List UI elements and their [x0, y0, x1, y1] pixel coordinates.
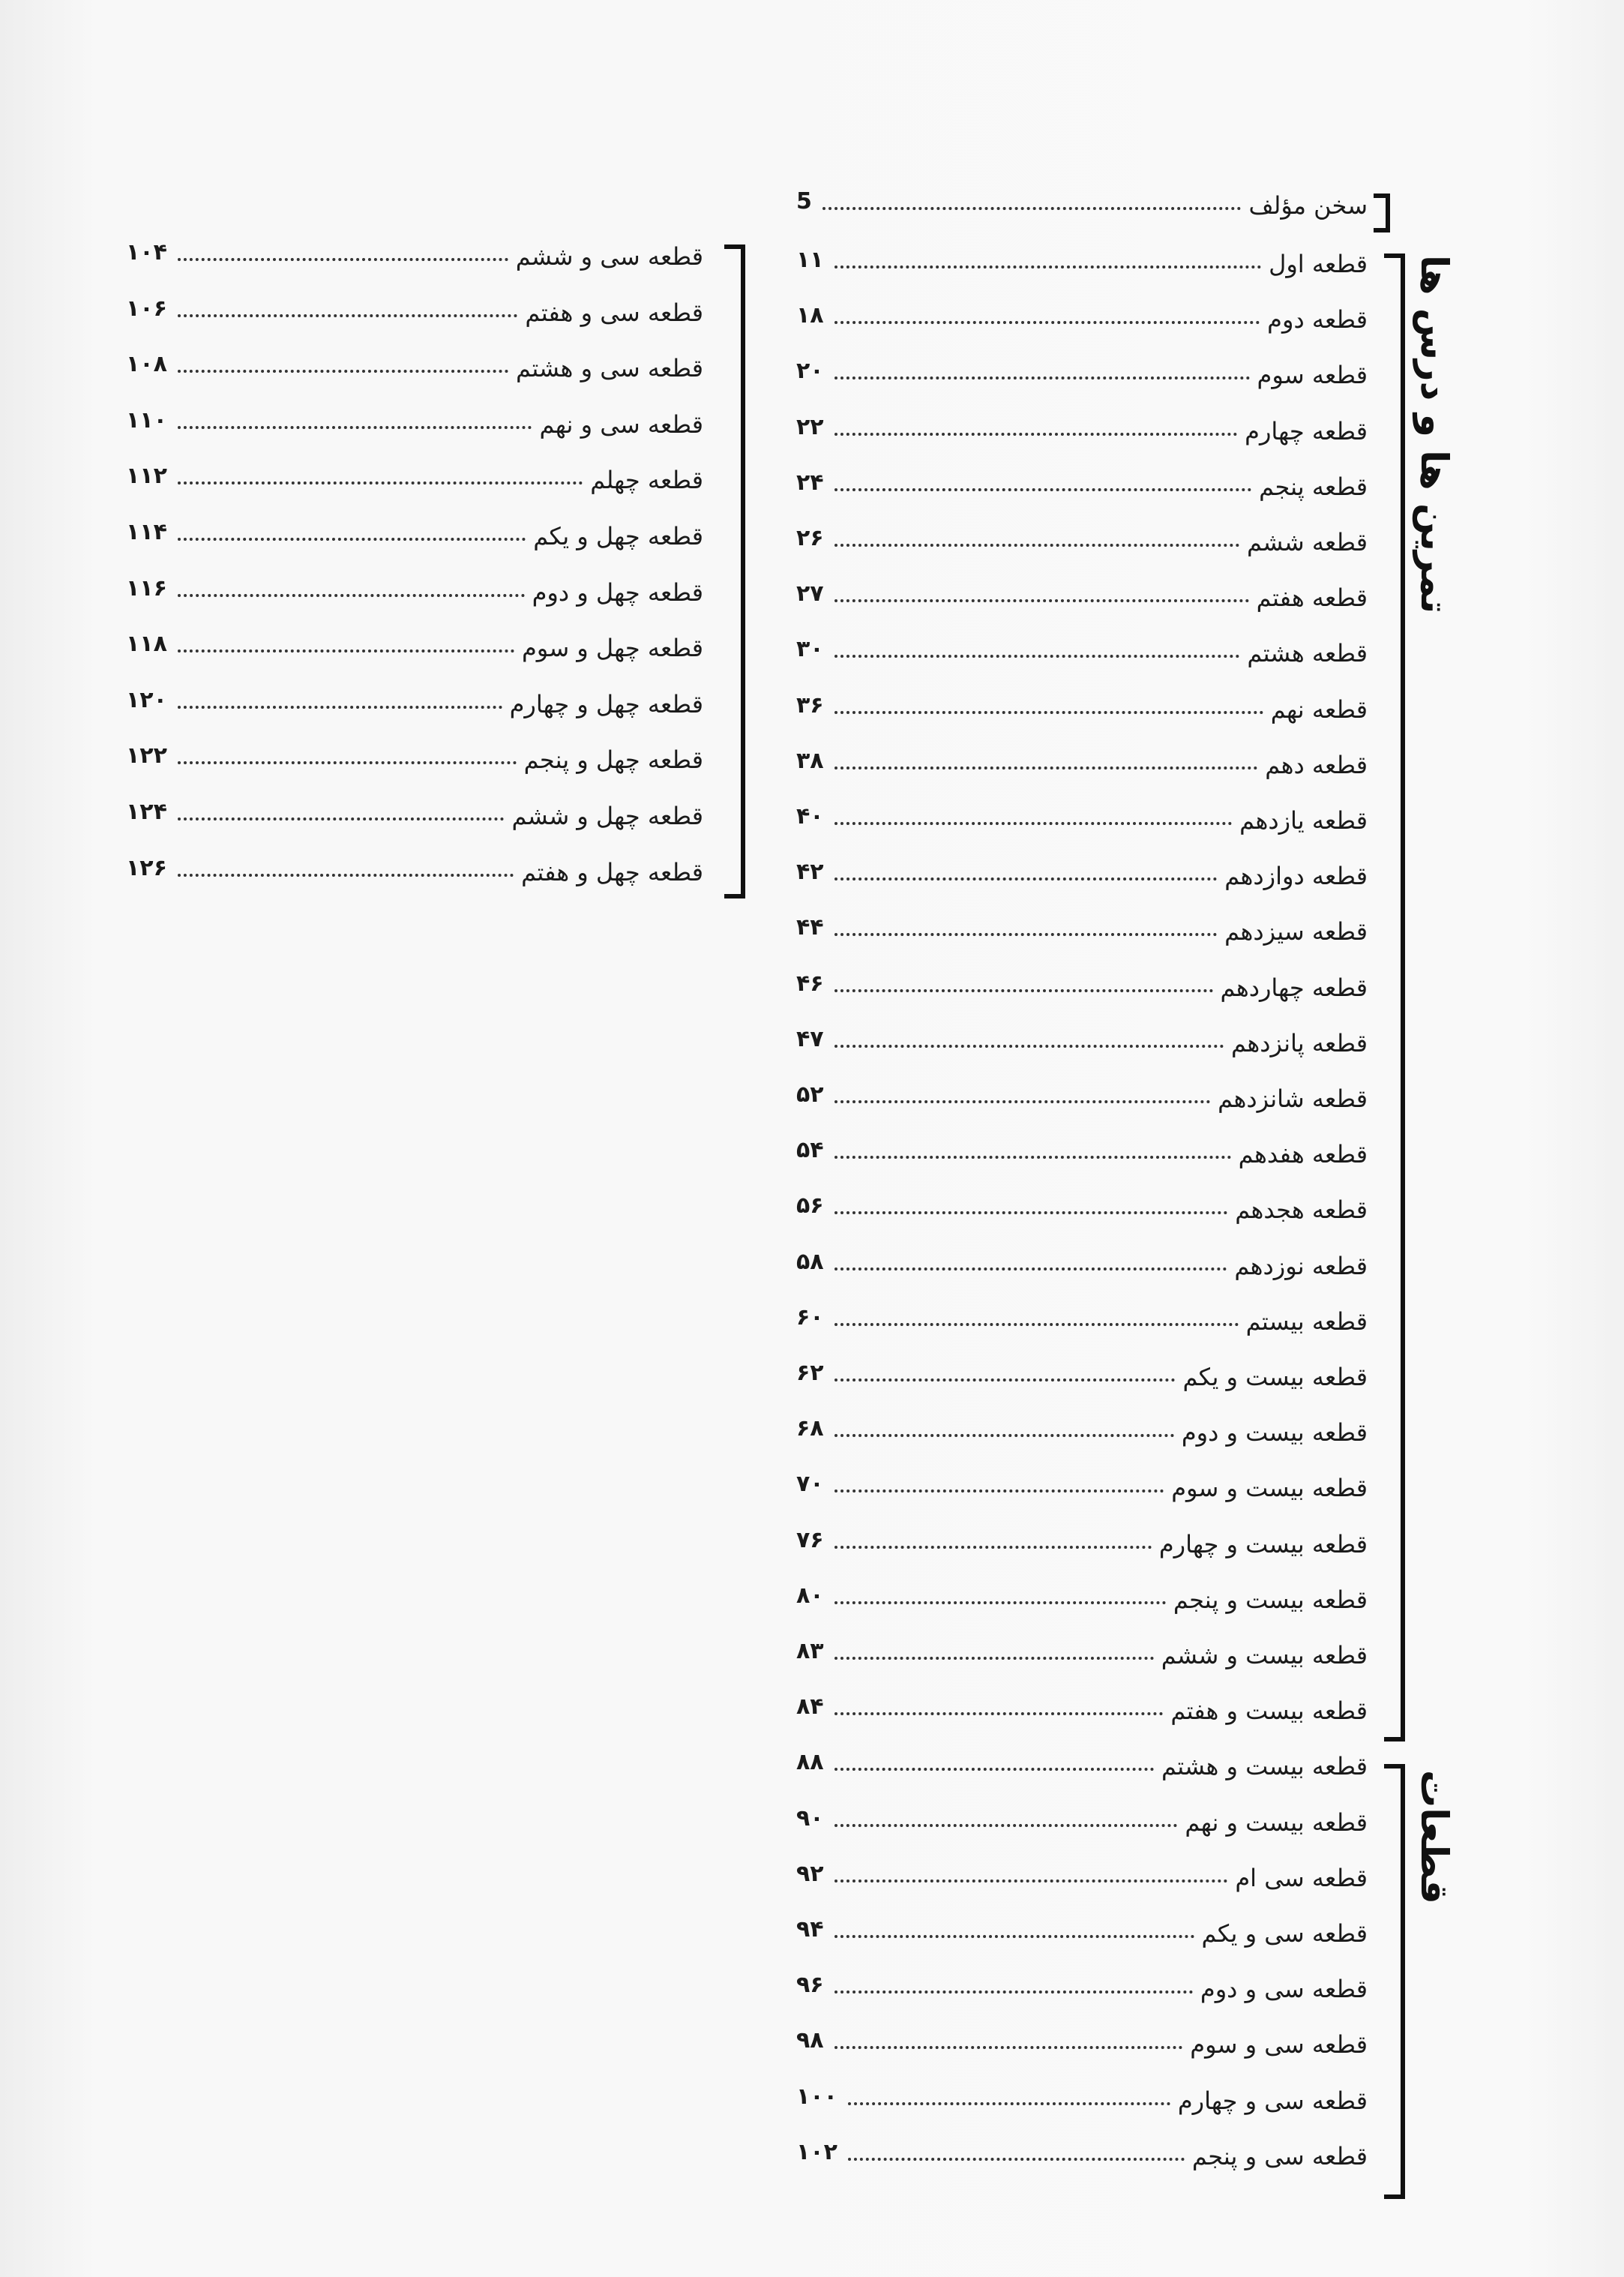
page-number: ۱۱۴ — [126, 519, 167, 545]
entry-title: قطعه سوم — [1257, 361, 1368, 390]
toc-entry — [126, 398, 703, 442]
page-number: ۱۰۲ — [796, 2138, 837, 2165]
dot-leader — [834, 1935, 1194, 1938]
page-number: ۶۸ — [796, 1415, 824, 1442]
entry-title: قطعه چهل و پنجم — [523, 746, 703, 775]
entry-title: قطعه شانزدهم — [1218, 1084, 1368, 1113]
page-number: ۴۶ — [796, 970, 824, 997]
page-number: ۵۸ — [796, 1248, 824, 1275]
toc-entry — [126, 621, 703, 666]
page-number: ۱۱۶ — [126, 574, 167, 602]
toc-entry — [796, 626, 1368, 671]
dot-leader — [178, 314, 517, 317]
entry-title: قطعه بیست و پنجم — [1173, 1585, 1368, 1614]
page-number: ۱۲۶ — [126, 854, 167, 881]
dot-leader — [834, 376, 1250, 380]
page-number: ۱۰۴ — [126, 239, 167, 266]
entry-title: قطعه چهل و هفتم — [521, 857, 703, 886]
pieces-bracket — [1384, 1764, 1405, 2199]
page-number: ۴۴ — [796, 914, 824, 941]
entry-title: سخن مؤلف — [1248, 191, 1368, 220]
toc-entry — [796, 849, 1368, 894]
dot-leader — [834, 878, 1218, 880]
page-number: ۲۲ — [796, 413, 824, 440]
entry-title: قطعه سی و یکم — [1201, 1919, 1368, 1948]
dot-leader — [178, 818, 505, 820]
toc-entry — [126, 509, 703, 554]
toc-entry — [796, 1684, 1368, 1729]
toc-entry — [796, 1294, 1368, 1340]
entry-title: قطعه چهل و یکم — [533, 522, 703, 550]
dot-leader — [834, 433, 1238, 436]
entry-title: قطعه بیست و هفتم — [1170, 1696, 1368, 1726]
entry-title: قطعه سی و نهم — [539, 410, 703, 439]
dot-leader — [834, 822, 1233, 825]
entry-title: قطعه بیست و یکم — [1182, 1363, 1368, 1391]
page-number: ۶۲ — [796, 1360, 824, 1386]
dot-leader — [834, 1490, 1164, 1492]
toc-entry — [796, 1016, 1368, 1061]
toc-entry — [796, 2129, 1368, 2174]
entry-title: قطعه بیست و نهم — [1185, 1808, 1368, 1837]
toc-entry — [796, 404, 1368, 449]
entry-title: قطعه چهل و چهارم — [509, 689, 703, 718]
dot-leader — [834, 1378, 1176, 1382]
entry-title: قطعه سی و دوم — [1200, 1975, 1368, 2004]
page-number: ۹۶ — [796, 1972, 824, 1999]
section-label-exercises: تمرین ها و درس ها — [1413, 255, 1456, 614]
toc-entry — [796, 794, 1368, 838]
dot-leader — [834, 599, 1249, 602]
toc-entry — [796, 1072, 1368, 1117]
dot-leader — [834, 1601, 1166, 1604]
page-number: ۸۴ — [796, 1694, 824, 1720]
page-number: ۲۶ — [796, 525, 824, 551]
page-number: ۹۴ — [796, 1916, 824, 1942]
entry-title: قطعه سیزدهم — [1224, 917, 1368, 946]
entry-title: قطعه بیست و دوم — [1181, 1418, 1368, 1448]
page-number: ۴۰ — [796, 803, 824, 830]
page-number: ۱۲۴ — [126, 799, 167, 825]
entry-title: قطعه سی و هفتم — [525, 298, 703, 327]
dot-leader — [178, 594, 525, 597]
toc-entry — [796, 2074, 1368, 2119]
dot-leader — [834, 1156, 1231, 1159]
dot-leader — [834, 2046, 1183, 2049]
dot-leader — [834, 544, 1239, 547]
dot-leader — [848, 2158, 1185, 2161]
toc-entry — [796, 1239, 1368, 1284]
toc-entry — [796, 961, 1368, 1006]
page-number: ۸۰ — [796, 1582, 824, 1609]
dot-leader — [834, 1712, 1164, 1715]
toc-entry — [796, 460, 1368, 505]
dot-leader — [834, 1990, 1193, 1994]
page-number: ۱۸ — [796, 302, 824, 329]
dot-leader — [834, 1323, 1239, 1326]
dot-leader — [178, 370, 508, 373]
entry-title: قطعه هشتم — [1247, 639, 1368, 668]
dot-leader — [178, 650, 514, 652]
entry-title: قطعه چهل و ششم — [511, 802, 703, 830]
page-number: ۴۷ — [796, 1025, 824, 1052]
dot-leader — [178, 426, 532, 429]
dot-leader — [834, 1880, 1228, 1882]
entry-title: قطعه بیست و هشتم — [1161, 1752, 1368, 1781]
page-number: ۹۸ — [796, 2027, 824, 2054]
page-number: ۱۱۲ — [126, 463, 167, 490]
page-number: ۳۶ — [796, 692, 824, 718]
dot-leader — [178, 538, 526, 541]
dot-leader — [834, 1045, 1224, 1048]
toc-entry — [126, 733, 703, 778]
entry-title: قطعه چهلم — [590, 466, 703, 495]
page-number: ۱۱۸ — [126, 631, 167, 658]
toc-entry — [796, 1851, 1368, 1896]
page-number: ۲۷ — [796, 580, 824, 608]
page-number: ۵۴ — [796, 1137, 824, 1164]
toc-entry — [126, 341, 703, 386]
toc-entry — [796, 1350, 1368, 1395]
page-number: ۳۰ — [796, 636, 824, 663]
toc-entry — [796, 1406, 1368, 1450]
entry-title: قطعه چهل و دوم — [532, 578, 703, 607]
page-number: ۶۰ — [796, 1304, 824, 1330]
toc-entry — [796, 1796, 1368, 1840]
entry-title: قطعه بیست و ششم — [1161, 1641, 1368, 1670]
page-number: ۱۰۰ — [796, 2083, 837, 2110]
page-number: ۳۸ — [796, 747, 824, 774]
toc-entry — [126, 677, 703, 722]
toc-entry — [796, 348, 1368, 393]
page-number: ۹۰ — [796, 1804, 824, 1832]
page-number: ۲۴ — [796, 469, 824, 496]
toc-entry — [796, 292, 1368, 338]
page-number: 5 — [796, 188, 812, 214]
dot-leader — [834, 1100, 1211, 1103]
page-number: ۱۲۰ — [126, 686, 167, 713]
page-number: ۴۲ — [796, 859, 824, 886]
entry-title: قطعه چهاردهم — [1220, 973, 1368, 1002]
entry-title: قطعه هفدهم — [1238, 1140, 1368, 1169]
toc-entry — [796, 1183, 1368, 1228]
page-number: ۸۳ — [796, 1638, 824, 1664]
toc-entry — [796, 1628, 1368, 1673]
dot-leader — [178, 706, 502, 709]
dot-leader — [178, 761, 517, 764]
entry-title: قطعه یازدهم — [1239, 806, 1368, 835]
toc-entry — [126, 789, 703, 834]
dot-leader — [834, 321, 1260, 324]
page-number: ۱۰۶ — [126, 295, 167, 322]
entry-title: قطعه نوزدهم — [1234, 1251, 1368, 1280]
page-number: ۱۰۸ — [126, 351, 167, 378]
entry-title: قطعه پنجم — [1259, 472, 1368, 501]
toc-entry — [126, 845, 703, 890]
page-number: ۱۲۲ — [126, 742, 167, 770]
toc-entry — [796, 2018, 1368, 2062]
toc-entry — [796, 1573, 1368, 1618]
toc-entry — [126, 230, 703, 274]
toc-entry — [796, 682, 1368, 728]
dot-leader — [178, 258, 508, 261]
dot-leader — [834, 711, 1263, 714]
entry-title: قطعه دوم — [1267, 305, 1368, 334]
entry-title: قطعه سی و هشتم — [516, 354, 703, 383]
dot-leader — [834, 1268, 1227, 1270]
dot-leader — [848, 2102, 1170, 2105]
dot-leader — [834, 266, 1261, 268]
page-number: ۱۱۰ — [126, 406, 167, 434]
entry-title: قطعه بیست و چهارم — [1158, 1529, 1368, 1558]
page-number: ۵۲ — [796, 1082, 824, 1108]
dot-leader — [834, 1546, 1152, 1549]
toc-entry — [796, 904, 1368, 950]
dot-leader — [834, 933, 1218, 936]
intro-bracket — [1374, 194, 1390, 232]
entry-title: قطعه ششم — [1247, 528, 1368, 556]
toc-entry — [796, 1906, 1368, 1952]
entry-title: قطعه سی ام — [1235, 1863, 1368, 1892]
entry-title: قطعه سی و سوم — [1190, 2030, 1368, 2060]
entry-title: قطعه چهارم — [1245, 416, 1368, 446]
dot-leader — [834, 989, 1213, 992]
section-label-pieces: قطعات — [1413, 1770, 1456, 1904]
entry-title: قطعه دوازدهم — [1224, 862, 1368, 891]
toc-entry — [126, 453, 703, 498]
entry-title: قطعه چهل و سوم — [521, 634, 703, 663]
dot-leader — [834, 1211, 1228, 1214]
page-number: ۵۶ — [796, 1192, 824, 1220]
entry-title: قطعه دهم — [1265, 750, 1368, 779]
entry-title: قطعه بیستم — [1245, 1306, 1368, 1336]
toc-entry — [796, 237, 1368, 282]
toc-entry — [796, 1461, 1368, 1506]
page-number: ۱۱ — [796, 247, 824, 273]
page-number: ۲۰ — [796, 358, 824, 385]
toc-entry-intro — [796, 178, 1368, 224]
dot-leader — [178, 874, 514, 877]
entry-title: قطعه بیست و سوم — [1171, 1474, 1368, 1503]
entry-title: قطعه اول — [1269, 250, 1368, 278]
toc-entry — [796, 1517, 1368, 1562]
page-number: ۷۰ — [796, 1471, 824, 1498]
toc-entry — [126, 566, 703, 610]
dot-leader — [834, 1768, 1154, 1771]
toc-entry — [796, 1127, 1368, 1172]
dot-leader — [834, 1657, 1154, 1660]
entry-title: قطعه نهم — [1270, 694, 1368, 724]
toc-entry — [796, 1962, 1368, 2007]
dot-leader — [178, 482, 583, 484]
exercises-bracket — [1384, 254, 1405, 1742]
entry-title: قطعه سی و چهارم — [1177, 2086, 1368, 2115]
page-number: ۷۶ — [796, 1526, 824, 1553]
dot-leader — [834, 1434, 1174, 1437]
page-number: ۸۸ — [796, 1749, 824, 1776]
left-column-bracket — [724, 244, 745, 898]
dot-leader — [834, 766, 1258, 770]
toc-entry — [796, 571, 1368, 616]
dot-leader — [834, 655, 1240, 658]
toc-entry — [796, 738, 1368, 783]
entry-title: قطعه هجدهم — [1235, 1196, 1368, 1225]
toc-entry — [126, 286, 703, 331]
entry-title: قطعه هفتم — [1256, 584, 1368, 613]
entry-title: قطعه سی و پنجم — [1191, 2141, 1368, 2170]
toc-entry — [796, 1739, 1368, 1784]
dot-leader — [834, 488, 1252, 491]
page-number: ۹۲ — [796, 1860, 824, 1887]
entry-title: قطعه سی و ششم — [515, 242, 703, 271]
dot-leader — [822, 207, 1242, 210]
dot-leader — [834, 1824, 1178, 1827]
entry-title: قطعه پانزدهم — [1231, 1028, 1368, 1058]
toc-entry — [796, 515, 1368, 560]
